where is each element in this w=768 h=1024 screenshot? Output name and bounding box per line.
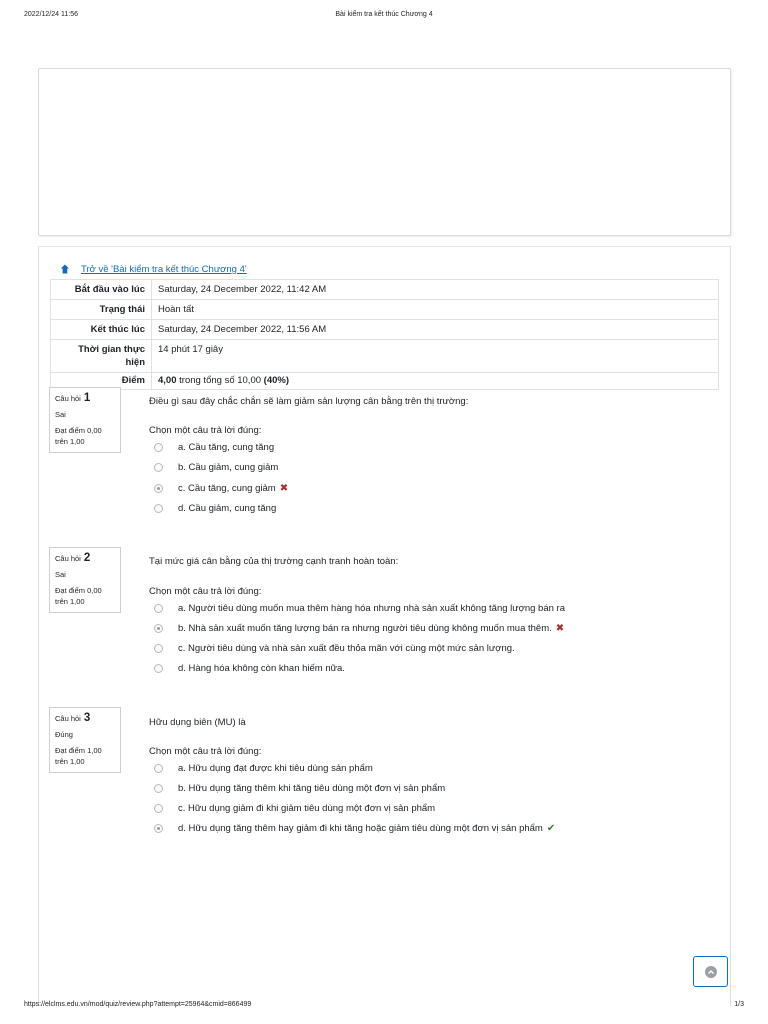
option-label: b. Hữu dụng tăng thêm khi tăng tiêu dùng một đơn vị sản phẩm: [178, 783, 446, 794]
option-label: c. Hữu dụng giảm đi khi giảm tiêu dùng một đơn vị sản phẩm: [178, 803, 436, 814]
summary-label: Trạng thái: [51, 300, 152, 320]
question-label: Câu hỏi: [55, 394, 81, 403]
question-text: Điều gì sau đây chắc chắn sẽ làm giảm sản lượng cân bằng trên thị trường:: [149, 396, 469, 407]
radio-button[interactable]: [154, 664, 163, 673]
print-doc-title: Bài kiểm tra kết thúc Chương 4: [335, 11, 433, 18]
incorrect-icon: ✖: [279, 483, 289, 494]
attempt-summary-table: [50, 279, 719, 390]
summary-row-state: [51, 300, 719, 320]
question-label: Câu hỏi: [55, 714, 81, 723]
answer-option[interactable]: [154, 623, 564, 634]
question-text: Tại mức giá cân bằng của thị trường cạnh tranh hoàn toàn:: [149, 556, 399, 567]
answer-option[interactable]: [154, 603, 565, 614]
answer-option[interactable]: [154, 503, 276, 514]
question-number-line: [55, 713, 115, 724]
question-state: Đúng: [55, 730, 73, 739]
option-label: a. Cầu tăng, cung tăng: [178, 442, 275, 453]
summary-value: Hoàn tất: [152, 300, 719, 320]
summary-value: Saturday, 24 December 2022, 11:56 AM: [152, 320, 719, 340]
answer-prompt: Chọn một câu trả lời đúng:: [149, 586, 262, 597]
option-label: c. Cầu tăng, cung giảm: [178, 483, 276, 494]
question-number: 2: [83, 552, 91, 564]
scroll-to-top-button[interactable]: [693, 956, 728, 987]
summary-label: Thời gian thực hiện: [51, 340, 152, 373]
print-header: [24, 11, 744, 21]
question-grade: Đạt điểm 0,00 trên 1,00: [55, 426, 102, 446]
answer-option[interactable]: [154, 462, 278, 473]
incorrect-icon: ✖: [555, 623, 565, 634]
grade-score: 4,00: [158, 375, 177, 386]
question-grade: Đạt điểm 1,00 trên 1,00: [55, 746, 102, 766]
radio-button[interactable]: [154, 504, 163, 513]
answer-prompt: Chọn một câu trả lời đúng:: [149, 425, 262, 436]
back-link[interactable]: [59, 263, 247, 275]
summary-value: [152, 373, 719, 390]
question-label: Câu hỏi: [55, 554, 81, 563]
question-number: 1: [83, 392, 91, 404]
radio-button[interactable]: [154, 443, 163, 452]
answer-option[interactable]: [154, 803, 435, 814]
option-label: b. Nhà sản xuất muốn tăng lượng bán ra nhưng người tiêu dùng không muốn mua thêm.: [178, 623, 552, 634]
print-timestamp: 2022/12/24 11:56: [24, 11, 78, 18]
answer-option[interactable]: [154, 823, 555, 834]
option-label: a. Hữu dụng đạt được khi tiêu dùng sản phẩm: [178, 763, 373, 774]
blank-content-box: [38, 68, 731, 236]
option-label: b. Cầu giảm, cung giảm: [178, 462, 279, 473]
answer-prompt: Chọn một câu trả lời đúng:: [149, 746, 262, 757]
answer-option[interactable]: [154, 783, 445, 794]
question-state: Sai: [55, 410, 66, 419]
question-text: Hữu dụng biên (MU) là: [149, 717, 246, 728]
back-link-text[interactable]: Trở về 'Bài kiểm tra kết thúc Chương 4': [81, 263, 247, 275]
radio-button[interactable]: [154, 463, 163, 472]
radio-button[interactable]: [154, 604, 163, 613]
question-number: 3: [83, 712, 91, 724]
option-label: d. Cầu giảm, cung tăng: [178, 503, 277, 514]
question-grade: Đạt điểm 0,00 trên 1,00: [55, 586, 102, 606]
radio-button[interactable]: [154, 784, 163, 793]
question-number-line: [55, 393, 115, 404]
radio-button-selected[interactable]: [154, 484, 163, 493]
radio-button[interactable]: [154, 644, 163, 653]
question-info-box: [49, 387, 121, 453]
summary-row-started: [51, 280, 719, 300]
answer-option[interactable]: [154, 763, 373, 774]
summary-row-completed: [51, 320, 719, 340]
answer-option[interactable]: [154, 483, 288, 494]
summary-label: Kết thúc lúc: [51, 320, 152, 340]
option-label: d. Hữu dụng tăng thêm hay giảm đi khi tăng hoặc giảm tiêu dùng một đơn vị sản phẩm: [178, 823, 543, 834]
correct-icon: ✔: [546, 823, 556, 834]
summary-row-grade: [51, 373, 719, 390]
summary-label: Bắt đầu vào lúc: [51, 280, 152, 300]
summary-value: Saturday, 24 December 2022, 11:42 AM: [152, 280, 719, 300]
question-info-box: [49, 547, 121, 613]
option-label: c. Người tiêu dùng và nhà sản xuất đều thỏa mãn với cùng một mức sản lượng.: [178, 643, 515, 654]
chevron-up-icon: [705, 966, 717, 978]
option-label: a. Người tiêu dùng muốn mua thêm hàng hóa nhưng nhà sản xuất không tăng lượng bán ra: [178, 603, 565, 614]
radio-button[interactable]: [154, 764, 163, 773]
question-number-line: [55, 553, 115, 564]
radio-button[interactable]: [154, 804, 163, 813]
question-info-box: [49, 707, 121, 773]
answer-option[interactable]: [154, 643, 515, 654]
print-footer: [24, 1001, 744, 1011]
page-number: 1/3: [734, 1001, 744, 1008]
grade-percent: (40%): [263, 375, 289, 386]
answer-option[interactable]: [154, 442, 274, 453]
option-label: d. Hàng hóa không còn khan hiếm nữa.: [178, 663, 345, 674]
summary-label: Điểm: [51, 373, 152, 390]
print-url: https://elclms.edu.vn/mod/quiz/review.php?attempt=25964&cmid=866499: [24, 1001, 252, 1008]
grade-middle: trong tổng số 10,00: [179, 375, 262, 386]
summary-value: 14 phút 17 giây: [152, 340, 719, 373]
arrow-up-icon: [59, 263, 71, 275]
radio-button-selected[interactable]: [154, 824, 163, 833]
answer-option[interactable]: [154, 663, 345, 674]
summary-row-duration: [51, 340, 719, 373]
question-state: Sai: [55, 570, 66, 579]
radio-button-selected[interactable]: [154, 624, 163, 633]
